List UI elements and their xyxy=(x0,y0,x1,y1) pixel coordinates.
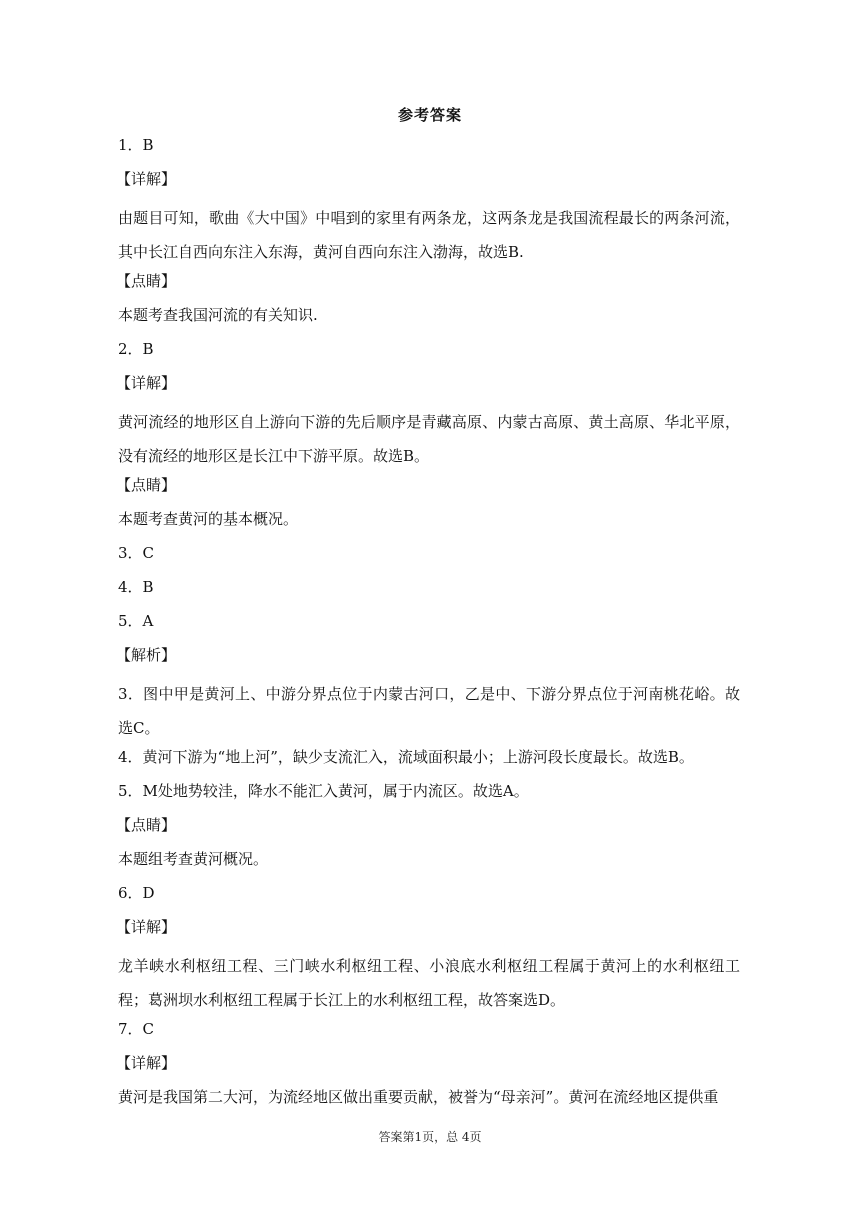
answer-line: 黄河是我国第二大河，为流经地区做出重要贡献，被誉为“母亲河”。黄河在流经地区提供重 xyxy=(118,1088,719,1106)
answer-line: 6．D xyxy=(118,884,155,902)
answer-paragraph: 黄河流经的地形区自上游向下游的先后顺序是青藏高原、内蒙古高原、黄土高原、华北平原，没有流经的地形区是长江中下游平原。故选B。 xyxy=(118,413,740,465)
answer-paragraph: 由题目可知，歌曲《大中国》中唱到的家里有两条龙，这两条龙是我国流程最长的两条河流，其中长江自西向东注入东海，黄河自西向东注入渤海，故选B. xyxy=(118,209,740,261)
section-heading: 【解析】 xyxy=(116,646,177,664)
section-heading: 【详解】 xyxy=(116,374,177,392)
answer-line: 3．C xyxy=(118,544,155,562)
answer-line: 5．A xyxy=(118,612,154,630)
answer-paragraph: 3．图中甲是黄河上、中游分界点位于内蒙古河口，乙是中、下游分界点位于河南桃花峪。故选C。 xyxy=(118,685,740,737)
answer-line: 4．黄河下游为“地上河”，缺少支流汇入，流域面积最小；上游河段长度最长。故选B。 xyxy=(118,748,694,766)
answer-line: 本题考查黄河的基本概况。 xyxy=(118,510,299,528)
answer-line: 本题组考查黄河概况。 xyxy=(118,850,269,868)
answer-line: 7．C xyxy=(118,1020,155,1038)
answer-line: 4．B xyxy=(118,578,154,596)
answer-content xyxy=(118,133,740,1119)
section-heading: 【点睛】 xyxy=(116,272,177,290)
answer-line: 1．B xyxy=(118,136,154,154)
section-heading: 【点睛】 xyxy=(116,476,177,494)
page-title: 参考答案 xyxy=(397,106,462,124)
answer-line: 5．M处地势较洼，降水不能汇入黄河，属于内流区。故选A。 xyxy=(118,782,529,800)
section-heading: 【详解】 xyxy=(116,1054,177,1072)
answer-paragraph: 龙羊峡水利枢纽工程、三门峡水利枢纽工程、小浪底水利枢纽工程属于黄河上的水利枢纽工程；葛洲坝水利枢纽工程属于长江上的水利枢纽工程，故答案选D。 xyxy=(118,957,740,1009)
answer-line: 2．B xyxy=(118,340,154,358)
answer-line: 本题考查我国河流的有关知识. xyxy=(118,306,318,324)
section-heading: 【详解】 xyxy=(116,170,177,188)
page-footer: 答案第1页，总 4页 xyxy=(378,1130,482,1144)
section-heading: 【点睛】 xyxy=(116,816,177,834)
section-heading: 【详解】 xyxy=(116,918,177,936)
